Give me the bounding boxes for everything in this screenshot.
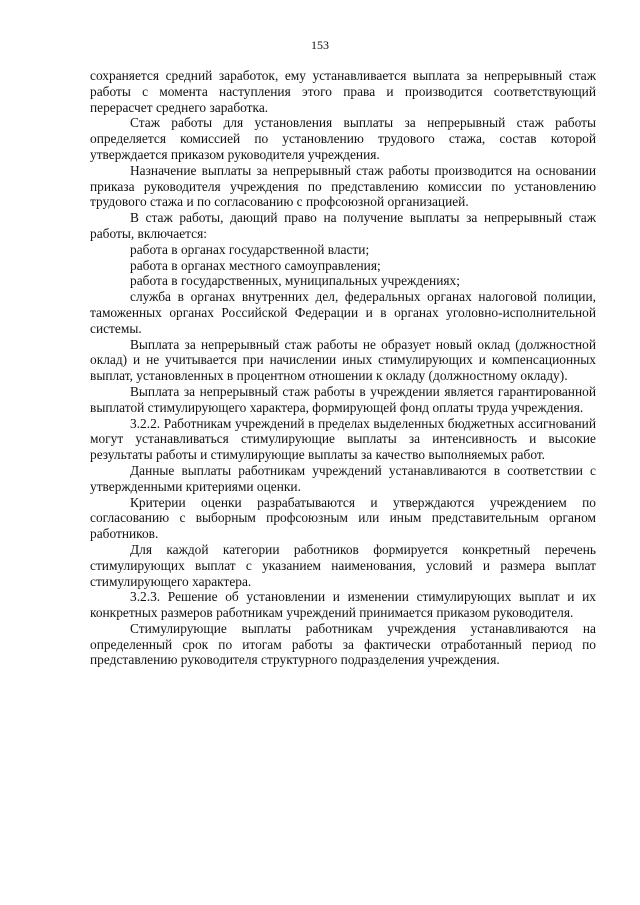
paragraph: Выплата за непрерывный стаж работы в учреждении является гарантированной выплатой стимулирующего характера, формирующей фонд оплаты труда учреждения. (90, 383, 596, 415)
paragraph: Критерии оценки разрабатываются и утверждаются учреждением по согласованию с выборным профсоюзным или иным представительным органом работников. (90, 494, 596, 542)
list-item: работа в органах государственной власти; (130, 241, 370, 257)
list-item: работа в государственных, муниципальных учреждениях; (130, 273, 460, 289)
paragraph: Стаж работы для установления выплаты за непрерывный стаж работы определяется комиссией по установлению трудового стажа, состав которой утверждается приказом руководителя учреждения. (90, 115, 596, 162)
paragraph: Назначение выплаты за непрерывный стаж работы производится на основании приказа руководителя учреждения по представлению комиссии по установлению трудового стажа и по согласованию с профсоюзной организацией. (90, 162, 596, 210)
paragraph: В стаж работы, дающий право на получение выплаты за непрерывный стаж работы, включается: (90, 210, 596, 241)
list-item: работа в органах местного самоуправления; (130, 257, 381, 273)
paragraph: сохраняется средний заработок, ему устанавливается выплата за непрерывный стаж работы с момента наступления этого права и производится соответствующий перерасчет среднего заработка. (90, 68, 596, 115)
page-number: 153 (311, 38, 329, 52)
paragraph: Стимулирующие выплаты работникам учреждения устанавливаются на определенный срок по итогам работы за фактически отработанный период по представлению руководителя структурного подразделения учреждения. (90, 620, 596, 668)
page-body (90, 68, 596, 668)
paragraph: Для каждой категории работников формируется конкретный перечень стимулирующих выплат с указанием наименования, условий и размера выплат стимулирующего характера. (90, 541, 596, 589)
paragraph: 3.2.2. Работникам учреждений в пределах выделенных бюджетных ассигнований могут устанавливаться стимулирующие выплаты за интенсивность и высокие результаты работы и стимулирующие выплаты за качество выполняемых работ. (90, 415, 596, 463)
paragraph: Выплата за непрерывный стаж работы не образует новый оклад (должностной оклад) и не учитывается при начислении иных стимулирующих и компенсационных выплат, установленных в процентном отношении к окладу (должностному окладу). (90, 336, 596, 384)
list-item: служба в органах внутренних дел, федеральных органах налоговой полиции, таможенных органах Российской Федерации и в органах уголовно-исполнительной системы. (90, 289, 596, 336)
paragraph: Данные выплаты работникам учреждений устанавливаются в соответствии с утвержденными критериями оценки. (90, 462, 596, 494)
paragraph: 3.2.3. Решение об установлении и изменении стимулирующих выплат и их конкретных размеров работникам учреждений принимается приказом руководителя. (90, 589, 596, 621)
